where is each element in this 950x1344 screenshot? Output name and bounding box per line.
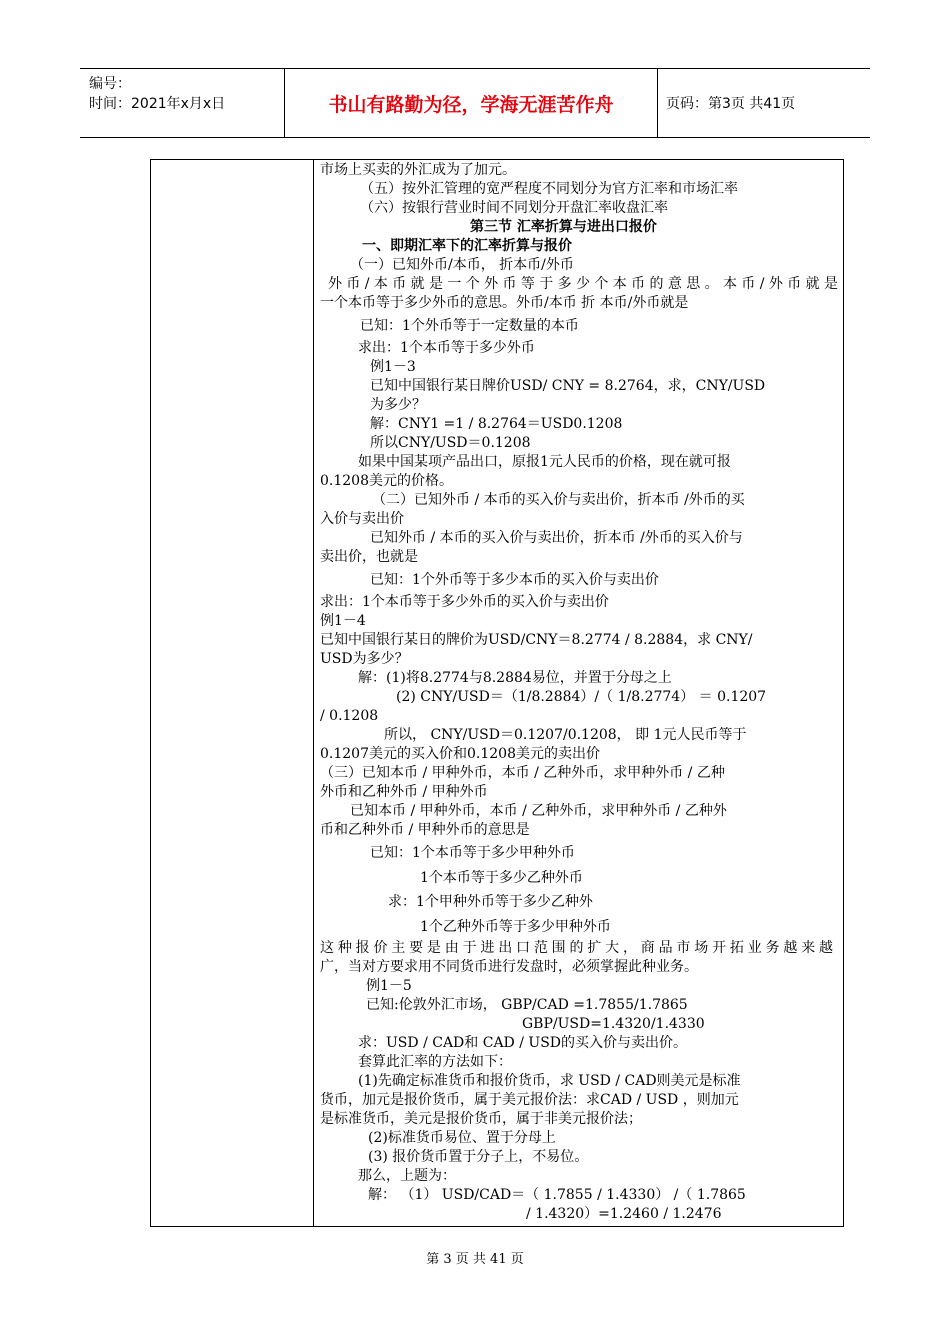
text-line: (2) CNY/USD＝（1/8.2884）/（ 1/8.2774） ＝ 0.1207 bbox=[396, 689, 767, 705]
header-page-info: 页码：第3页 共41页 bbox=[666, 96, 796, 112]
column-divider bbox=[313, 160, 314, 1226]
text-line: 例1－3 bbox=[370, 359, 416, 375]
text-line: 货币，加元是报价货币，属于美元报价法：求CAD / USD ，则加元 bbox=[320, 1092, 739, 1108]
text-line: / 1.4320）=1.2460 / 1.2476 bbox=[526, 1206, 722, 1222]
subsection-heading: 一、即期汇率下的汇率折算与报价 bbox=[362, 238, 572, 254]
text-line: 已知：1个本币等于多少甲种外币 bbox=[370, 845, 575, 861]
header-motto: 书山有路勤为径，学海无涯苦作舟 bbox=[285, 69, 658, 137]
text-line: 如果中国某项产品出口，原报1元人民币的价格，现在就可报 bbox=[358, 454, 731, 470]
text-line: 求：USD / CAD和 CAD / USD的买入价与卖出价。 bbox=[358, 1035, 688, 1051]
text-line: 已知：1个外币等于多少本币的买入价与卖出价 bbox=[370, 572, 659, 588]
text-line: 解：(1)将8.2774与8.2884易位，并置于分母之上 bbox=[358, 670, 672, 686]
text-line: 1个乙种外币等于多少甲种外币 bbox=[420, 919, 611, 935]
header-meta-cell bbox=[80, 69, 285, 137]
text-line: 所以， CNY/USD＝0.1207/0.1208， 即 1元人民币等于 bbox=[384, 727, 747, 743]
text-line: (2)标准货币易位、置于分母上 bbox=[368, 1130, 556, 1146]
time-label: 时间：2021年x月x日 bbox=[89, 96, 226, 112]
text-line: 所以CNY/USD＝0.1208 bbox=[370, 435, 531, 451]
text-line: 市场上买卖的外汇成为了加元。 bbox=[320, 162, 516, 178]
text-line: 解： （1） USD/CAD＝（ 1.7855 / 1.4330） /（ 1.7865 bbox=[368, 1187, 746, 1203]
text-line: （五）按外汇管理的宽严程度不同划分为官方汇率和市场汇率 bbox=[360, 181, 738, 197]
number-label: 编号： bbox=[89, 76, 131, 92]
text-line: （一）已知外币/本币， 折本币/外币 bbox=[350, 257, 574, 273]
text-line: （六）按银行营业时间不同划分开盘汇率收盘汇率 bbox=[360, 200, 668, 216]
text-line: 已知本币 / 甲种外币，本币 / 乙种外币，求甲种外币 / 乙种外 bbox=[350, 803, 727, 819]
text-line: 求出：1个本币等于多少外币的买入价与卖出价 bbox=[320, 594, 609, 610]
text-line: 例1－5 bbox=[366, 978, 412, 994]
text-line: (1)先确定标准货币和报价货币，求 USD / CAD则美元是标准 bbox=[358, 1073, 741, 1089]
text-line: 入价与卖出价 bbox=[320, 511, 404, 527]
text-line: 已知外币 / 本币的买入价与卖出价，折本币 /外币的买入价与 bbox=[370, 530, 743, 546]
text-line: 广，当对方要求用不同货币进行发盘时，必须掌握此种业务。 bbox=[320, 959, 698, 975]
text-line: 币和乙种外币 / 甲种外币的意思是 bbox=[320, 822, 530, 838]
text-line: 解：CNY1 =1 / 8.2764＝USD0.1208 bbox=[370, 416, 623, 432]
text-line: / 0.1208 bbox=[320, 708, 379, 724]
text-line: 0.1207美元的买入价和0.1208美元的卖出价 bbox=[320, 746, 600, 762]
text-line: （二）已知外币 / 本币的买入价与卖出价，折本币 /外币的买 bbox=[372, 492, 745, 508]
text-line: 套算此汇率的方法如下： bbox=[358, 1054, 512, 1070]
text-line: 求出：1个本币等于多少外币 bbox=[358, 340, 535, 356]
text-line: (3) 报价货币置于分子上，不易位。 bbox=[368, 1149, 589, 1165]
text-line: 例1－4 bbox=[320, 613, 366, 629]
text-line: 已知中国银行某日的牌价为USD/CNY＝8.2774 / 8.2884，求 CNY/ bbox=[320, 632, 753, 648]
text-line: 已知：1个外币等于一定数量的本币 bbox=[360, 318, 579, 334]
text-line: 0.1208美元的价格。 bbox=[320, 473, 453, 489]
text-line: 为多少？ bbox=[370, 397, 426, 413]
text-line: 已知:伦敦外汇市场， GBP/CAD =1.7855/1.7865 bbox=[366, 997, 688, 1013]
section-heading: 第三节 汇率折算与进出口报价 bbox=[470, 219, 657, 235]
text-line: GBP/USD=1.4320/1.4330 bbox=[522, 1016, 705, 1032]
text-line: 那么，上题为： bbox=[358, 1168, 456, 1184]
text-line: 外币/本币就是一个外币等于多少个本币的意思。本币/外币就是 bbox=[328, 276, 838, 292]
text-line: 这种报价主要是由于进出口范围的扩大，商品市场开拓业务越来越 bbox=[320, 940, 833, 956]
text-line: （三）已知本币 / 甲种外币，本币 / 乙种外币，求甲种外币 / 乙种 bbox=[320, 765, 725, 781]
text-line: 1个本币等于多少乙种外币 bbox=[420, 870, 583, 886]
text-line: USD为多少？ bbox=[320, 651, 409, 667]
text-line: 求：1个甲种外币等于多少乙种外 bbox=[388, 894, 593, 910]
page-footer: 第 3 页 共 41 页 bbox=[426, 1252, 524, 1267]
text-line: 卖出价，也就是 bbox=[320, 549, 418, 565]
text-line: 一个本币等于多少外币的意思。外币/本币 折 本币/外币就是 bbox=[320, 295, 689, 311]
text-line: 已知中国银行某日牌价USD/ CNY = 8.2764，求，CNY/USD bbox=[370, 378, 766, 394]
text-line: 是标准货币，美元是报价货币，属于非美元报价法； bbox=[320, 1111, 642, 1127]
header-table bbox=[80, 68, 870, 138]
text-line: 外币和乙种外币 / 甲种外币 bbox=[320, 784, 488, 800]
